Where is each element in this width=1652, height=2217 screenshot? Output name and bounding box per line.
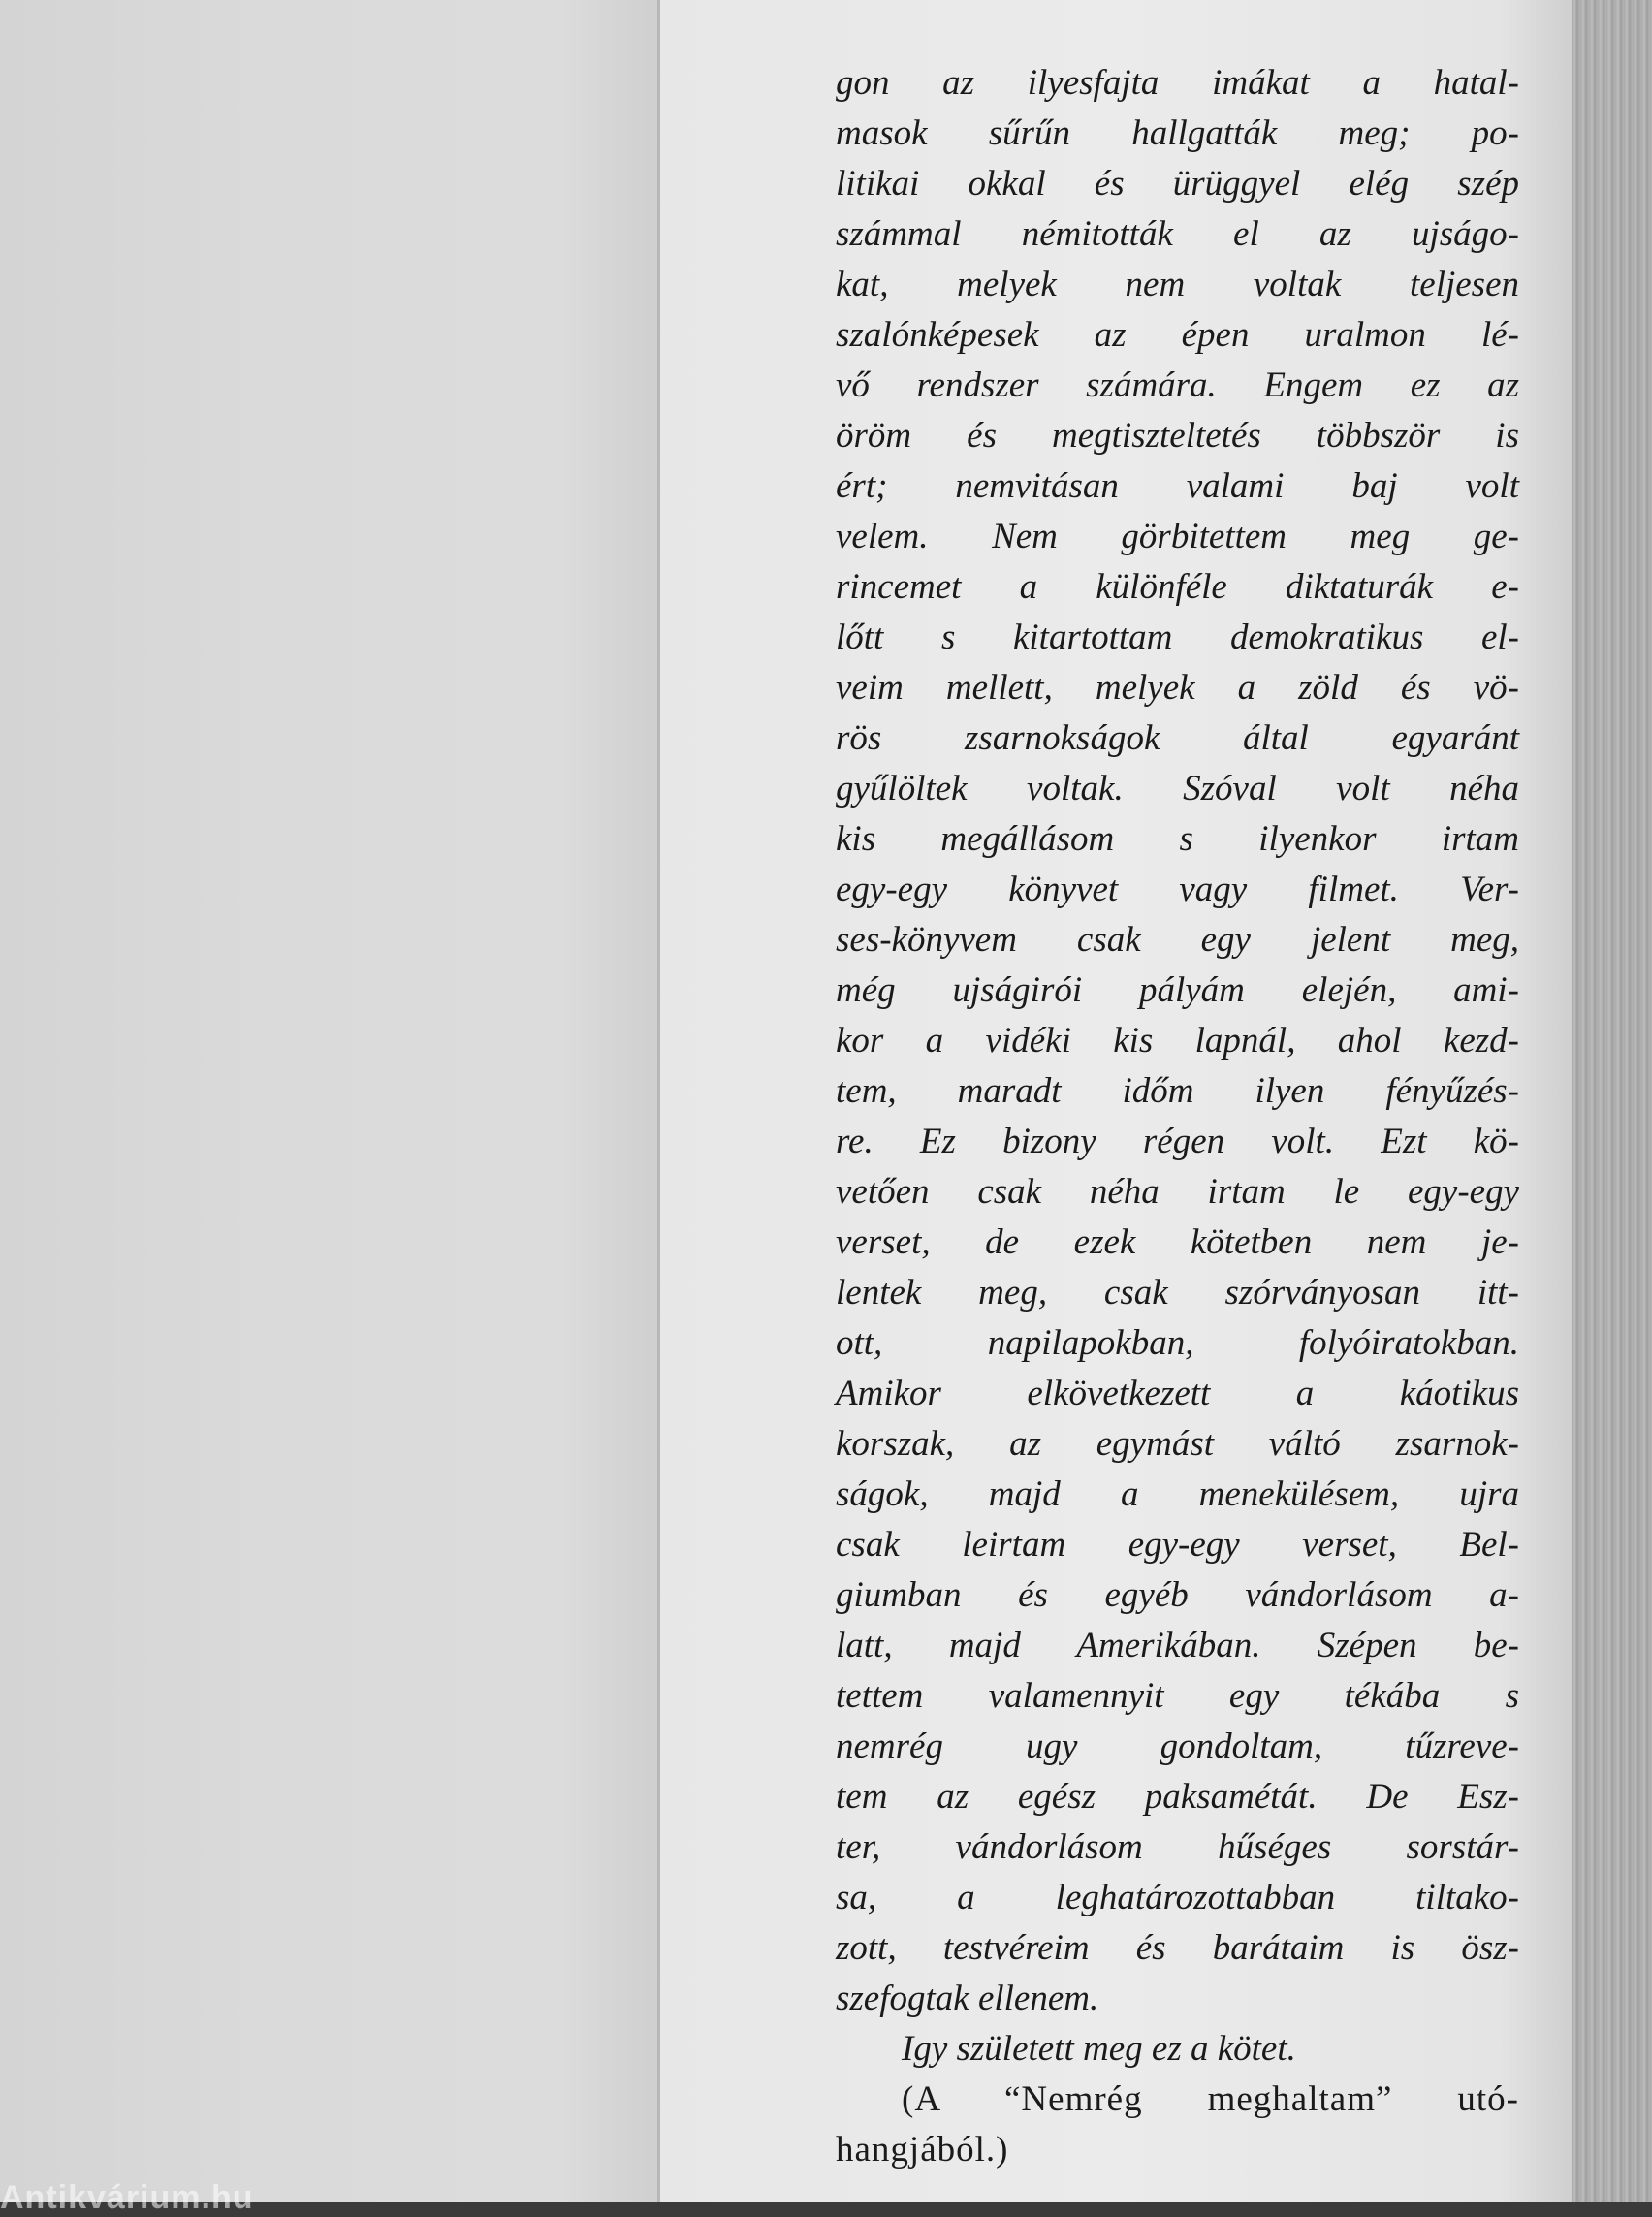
text-line: litikai okkal és ürüggyel elég szép bbox=[836, 164, 1519, 204]
watermark-text: Antikvárium.hu bbox=[0, 2179, 254, 2216]
text-line: kor a vidéki kis lapnál, ahol kezd- bbox=[836, 1021, 1519, 1061]
text-line: tem, maradt időm ilyen fényűzés- bbox=[836, 1071, 1519, 1111]
text-line: csak leirtam egy-egy verset, Bel- bbox=[836, 1525, 1519, 1565]
text-line: velem. Nem görbitettem meg ge- bbox=[836, 517, 1519, 556]
text-line: nemrég ugy gondoltam, tűzreve- bbox=[836, 1726, 1519, 1766]
text-line: latt, majd Amerikában. Szépen be- bbox=[836, 1626, 1519, 1665]
text-line: tettem valamennyit egy tékába s bbox=[836, 1676, 1519, 1716]
text-line: lőtt s kitartottam demokratikus el- bbox=[836, 618, 1519, 657]
text-line: korszak, az egymást váltó zsarnok- bbox=[836, 1424, 1519, 1464]
text-line: kis megállásom s ilyenkor irtam bbox=[836, 819, 1519, 859]
text-line: lentek meg, csak szórványosan itt- bbox=[836, 1273, 1519, 1313]
text-line: gyűlöltek voltak. Szóval volt néha bbox=[836, 769, 1519, 808]
text-line: ter, vándorlásom hűséges sorstár- bbox=[836, 1827, 1519, 1867]
text-line: sa, a leghatározottabban tiltako- bbox=[836, 1878, 1519, 1917]
text-line: még ujságirói pályám elején, ami- bbox=[836, 970, 1519, 1010]
text-line: veim mellett, melyek a zöld és vö- bbox=[836, 668, 1519, 708]
text-line: számmal némitották el az ujságo- bbox=[836, 214, 1519, 254]
text-line: vő rendszer számára. Engem ez az bbox=[836, 365, 1519, 405]
text-line: re. Ez bizony régen volt. Ezt kö- bbox=[836, 1122, 1519, 1161]
text-line: Amikor elkövetkezett a káotikus bbox=[836, 1374, 1519, 1413]
text-line: egy-egy könyvet vagy filmet. Ver- bbox=[836, 870, 1519, 909]
closing-line: Igy született meg ez a kötet. bbox=[902, 2029, 1296, 2069]
text-line: vetően csak néha irtam le egy-egy bbox=[836, 1172, 1519, 1212]
text-line: rös zsarnokságok által egyaránt bbox=[836, 718, 1519, 758]
text-line: gon az ilyesfajta imákat a hatal- bbox=[836, 63, 1519, 103]
left-blank-page bbox=[0, 0, 659, 2202]
text-line: ért; nemvitásan valami baj volt bbox=[836, 466, 1519, 506]
text-line: ott, napilapokban, folyóiratokban. bbox=[836, 1323, 1519, 1363]
body-text bbox=[836, 58, 1519, 2175]
text-line: szefogtak ellenem. bbox=[836, 1979, 1099, 2018]
text-line: öröm és megtiszteltetés többször is bbox=[836, 416, 1519, 456]
text-line: ses-könyvem csak egy jelent meg, bbox=[836, 920, 1519, 960]
page-edges bbox=[1572, 0, 1652, 2202]
text-line: verset, de ezek kötetben nem je- bbox=[836, 1222, 1519, 1262]
text-line: masok sűrűn hallgatták meg; po- bbox=[836, 113, 1519, 153]
text-line: tem az egész paksamétát. De Esz- bbox=[836, 1777, 1519, 1817]
source-note-line: hangjából.) bbox=[836, 2130, 1009, 2169]
text-line: giumban és egyéb vándorlásom a- bbox=[836, 1575, 1519, 1615]
text-line: kat, melyek nem voltak teljesen bbox=[836, 265, 1519, 304]
text-line: szalónképesek az épen uralmon lé- bbox=[836, 315, 1519, 355]
text-line: ságok, majd a menekülésem, ujra bbox=[836, 1474, 1519, 1514]
source-note-line: (A “Nemrég meghaltam” utó- bbox=[902, 2079, 1519, 2119]
text-line: zott, testvéreim és barátaim is ösz- bbox=[836, 1928, 1519, 1968]
text-line: rincemet a különféle diktaturák e- bbox=[836, 567, 1519, 607]
